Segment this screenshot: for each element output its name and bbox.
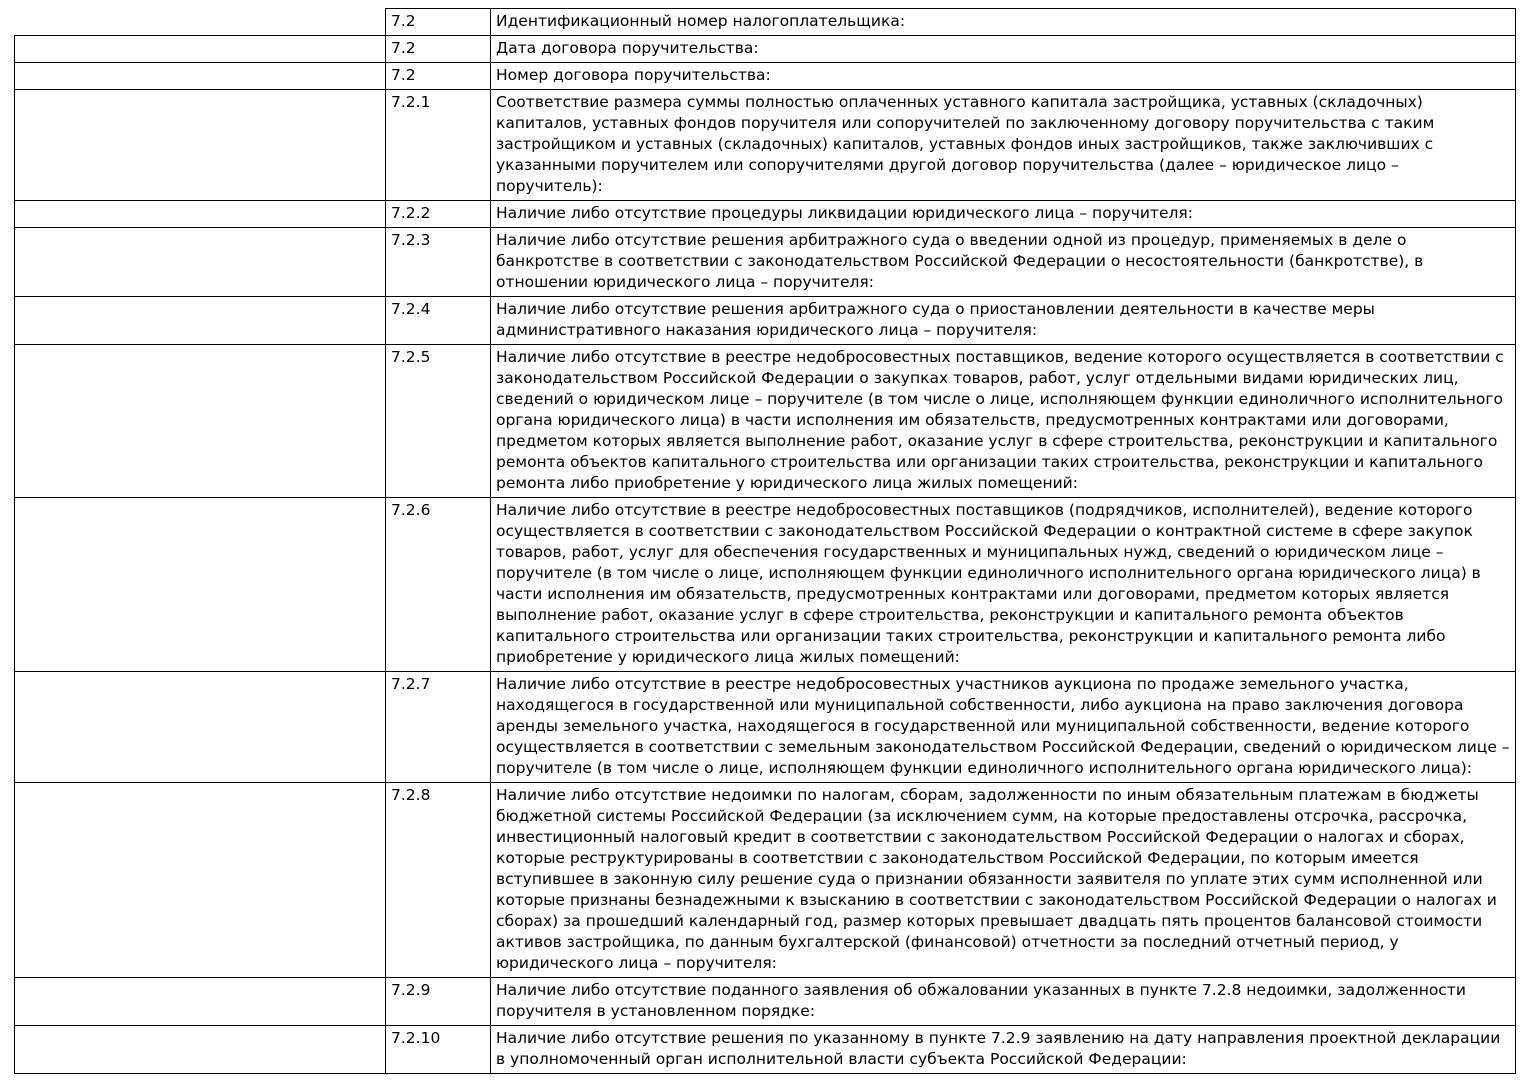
item-text: Наличие либо отсутствие решения арбитражного суда о приостановлении деятельности в качестве меры административного наказания юридического лица – поручителя: [491, 297, 1516, 345]
row-left-cell [15, 63, 386, 90]
table-row [15, 297, 1516, 345]
declaration-table [14, 8, 1516, 1074]
item-text: Соответствие размера суммы полностью оплаченных уставного капитала застройщика, уставных (складочных) капиталов, уставных фондов поручителя или сопоручителей по заключенному договору поручительства с таким застройщиком и уставных (складочных) капиталов, уставных фондов иных застройщиков, также заключивших с указанными поручителем или сопоручителями другой договор поручительства (далее – юридическое лицо – поручитель): [491, 90, 1516, 201]
item-text: Наличие либо отсутствие поданного заявления об обжаловании указанных в пункте 7.2.8 недоимки, задолженности поручителя в установленном порядке: [491, 978, 1516, 1026]
item-text: Наличие либо отсутствие процедуры ликвидации юридического лица – поручителя: [491, 201, 1516, 228]
row-left-cell [15, 36, 386, 63]
row-left-cell [15, 201, 386, 228]
item-text: Идентификационный номер налогоплательщика: [491, 9, 1516, 36]
item-number: 7.2.7 [386, 672, 491, 783]
item-number: 7.2.6 [386, 498, 491, 672]
item-number: 7.2.1 [386, 90, 491, 201]
item-text: Наличие либо отсутствие в реестре недобросовестных участников аукциона по продаже земельного участка, находящегося в государственной или муниципальной собственности, либо аукциона на право заключения договора аренды земельного участка, находящегося в государственной или муниципальной собственности, ведение которого осуществляется в соответствии с земельным законодательством Российской Федерации, сведений о юридическом лице – поручителе (в том числе о лице, исполняющем функции единоличного исполнительного органа юридического лица): [491, 672, 1516, 783]
item-text: Дата договора поручительства: [491, 36, 1516, 63]
item-number: 7.2.8 [386, 783, 491, 978]
item-text: Наличие либо отсутствие недоимки по налогам, сборам, задолженности по иным обязательным платежам в бюджеты бюджетной системы Российской Федерации (за исключением сумм, на которые предоставлены отсрочка, рассрочка, инвестиционный налоговый кредит в соответствии с законодательством Российской Федерации о налогах и сборах, которые реструктурированы в соответствии с законодательством Российской Федерации, по которым имеется вступившее в законную силу решение суда о признании обязанности заявителя по уплате этих сумм исполненной или которые признаны безнадежными к взысканию в соответствии с законодательством Российской Федерации о налогах и сборах) за прошедший календарный год, размер которых превышает двадцать пять процентов балансовой стоимости активов застройщика, по данным бухгалтерской (финансовой) отчетности за последний отчетный период, у юридического лица – поручителя: [491, 783, 1516, 978]
row-left-cell [15, 783, 386, 978]
table-row [15, 498, 1516, 672]
table-row [15, 201, 1516, 228]
item-number: 7.2 [386, 9, 491, 36]
item-text: Наличие либо отсутствие решения по указанному в пункте 7.2.9 заявлению на дату направления проектной декларации в уполномоченный орган исполнительной власти субъекта Российской Федерации: [491, 1026, 1516, 1074]
row-left-cell [15, 1026, 386, 1074]
table-row [15, 90, 1516, 201]
table-row [15, 672, 1516, 783]
document-page [14, 8, 1516, 1074]
row-left-cell [15, 498, 386, 672]
item-text: Наличие либо отсутствие в реестре недобросовестных поставщиков, ведение которого осуществляется в соответствии с законодательством Российской Федерации о закупках товаров, работ, услуг отдельными видами юридических лиц, сведений о юридическом лице – поручителе (в том числе о лице, исполняющем функции единоличного исполнительного органа юридического лица) в части исполнения им обязательств, предусмотренных контрактами или договорами, предметом которых является выполнение работ, оказание услуг в сфере строительства, реконструкции и капитального ремонта объектов капитального строительства или организации таких строительства, реконструкции и капитального ремонта либо приобретение у юридического лица жилых помещений: [491, 345, 1516, 498]
item-text: Номер договора поручительства: [491, 63, 1516, 90]
row-left-cell [15, 228, 386, 297]
item-number: 7.2 [386, 36, 491, 63]
table-row [15, 1026, 1516, 1074]
row-left-cell [15, 672, 386, 783]
item-text: Наличие либо отсутствие решения арбитражного суда о введении одной из процедур, применяемых в деле о банкротстве в соответствии с законодательством Российской Федерации о несостоятельности (банкротстве), в отношении юридического лица – поручителя: [491, 228, 1516, 297]
table-row [15, 978, 1516, 1026]
item-number: 7.2.4 [386, 297, 491, 345]
table-row [15, 9, 1516, 36]
item-number: 7.2.10 [386, 1026, 491, 1074]
row-left-cell [15, 978, 386, 1026]
item-number: 7.2.2 [386, 201, 491, 228]
item-number: 7.2.5 [386, 345, 491, 498]
row-left-cell [15, 90, 386, 201]
table-row [15, 228, 1516, 297]
item-number: 7.2.9 [386, 978, 491, 1026]
row-left-cell [15, 9, 386, 36]
table-row [15, 36, 1516, 63]
row-left-cell [15, 297, 386, 345]
table-row [15, 345, 1516, 498]
item-number: 7.2 [386, 63, 491, 90]
item-number: 7.2.3 [386, 228, 491, 297]
item-text: Наличие либо отсутствие в реестре недобросовестных поставщиков (подрядчиков, исполнителей), ведение которого осуществляется в соответствии с законодательством Российской Федерации о контрактной системе в сфере закупок товаров, работ, услуг для обеспечения государственных и муниципальных нужд, сведений о юридическом лице – поручителе (в том числе о лице, исполняющем функции единоличного исполнительного органа юридического лица) в части исполнения им обязательств, предусмотренных контрактами или договорами, предметом которых является выполнение работ, оказание услуг в сфере строительства, реконструкции и капитального ремонта объектов капитального строительства или организации таких строительства, реконструкции и капитального ремонта либо приобретение у юридического лица жилых помещений: [491, 498, 1516, 672]
table-row [15, 63, 1516, 90]
table-row [15, 783, 1516, 978]
row-left-cell [15, 345, 386, 498]
